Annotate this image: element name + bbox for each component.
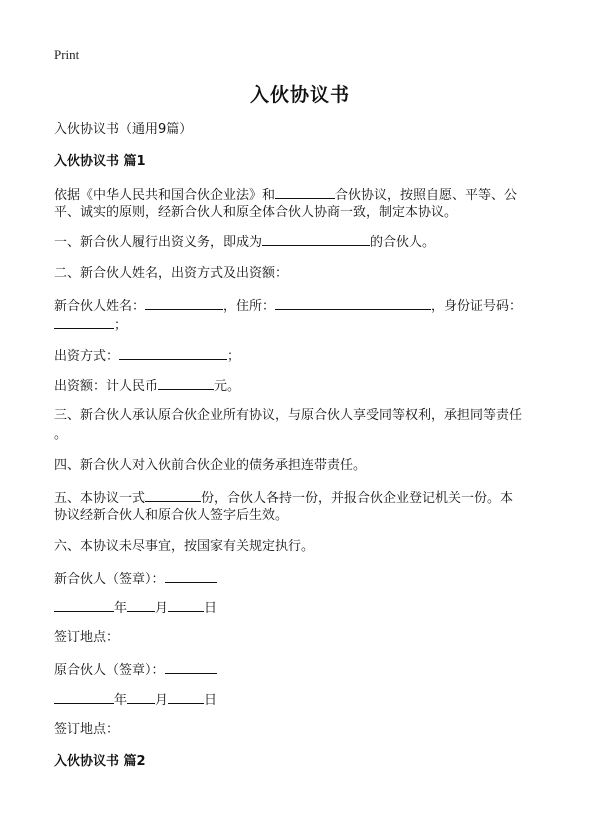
- clause1-text-part1: 一、新合伙人履行出资义务，即成为: [54, 235, 263, 250]
- date2-day-label: 日: [204, 693, 218, 708]
- clause1: [54, 232, 435, 252]
- partner-id-end: ；: [114, 318, 128, 333]
- sign-place-1: 签订地点：: [54, 630, 120, 645]
- clause5-blank: [145, 488, 201, 502]
- date2-year-blank: [54, 690, 114, 704]
- contribution-amount-label: 出资额：计人民币: [54, 379, 159, 394]
- clause3-line1: 三、新合伙人承认原合伙企业所有协议，与原合伙人享受同等权利，承担同等责任: [54, 408, 523, 423]
- date1-day-label: 日: [204, 601, 218, 616]
- intro-text-part1: 依据《中华人民共和国合伙企业法》和: [54, 188, 276, 203]
- page-title: 入伙协议书: [249, 84, 350, 106]
- partner-address-label: ，住所：: [223, 299, 276, 314]
- partner-id-blank: [54, 315, 114, 329]
- original-partner-sign-line: [54, 660, 217, 680]
- contribution-amount-unit: 元。: [214, 379, 241, 394]
- print-link[interactable]: Print: [54, 47, 80, 62]
- date1-month-blank: [127, 598, 155, 612]
- date2-day-blank: [168, 690, 204, 704]
- partner-name-label: 新合伙人姓名：: [54, 299, 146, 314]
- intro-blank: [275, 185, 335, 199]
- partner-id-line: [54, 315, 127, 335]
- contribution-method-line: [54, 346, 240, 366]
- contribution-method-end: ；: [227, 349, 241, 364]
- date1-year-label: 年: [114, 601, 128, 616]
- new-partner-sign-label: 新合伙人（签章）：: [54, 572, 165, 587]
- date-line-1: [54, 598, 217, 618]
- partner-address-blank: [275, 296, 431, 310]
- date-line-2: [54, 690, 217, 710]
- sign-place-2: 签订地点：: [54, 722, 120, 737]
- intro-text-part2: 合伙协议，按照自愿、平等、公: [335, 188, 518, 203]
- contribution-amount-blank: [158, 376, 214, 390]
- section2-heading: 入伙协议书 篇2: [54, 754, 146, 769]
- partner-id-label: ，身份证号码：: [431, 299, 523, 314]
- clause5-line1: [54, 488, 513, 508]
- date2-year-label: 年: [114, 693, 128, 708]
- new-partner-sign-blank: [165, 569, 217, 583]
- contribution-amount-line: [54, 376, 240, 396]
- clause1-text-part2: 的合伙人。: [370, 235, 436, 250]
- intro-paragraph-line1: [54, 185, 517, 205]
- clause5-text-part1: 五、本协议一式: [54, 491, 146, 506]
- clause6: 六、本协议未尽事宜，按国家有关规定执行。: [54, 539, 315, 554]
- date1-year-blank: [54, 598, 114, 612]
- date1-month-label: 月: [155, 601, 169, 616]
- clause1-blank: [262, 232, 370, 246]
- document-subtitle: 入伙协议书（通用9篇）: [54, 122, 193, 137]
- new-partner-sign-line: [54, 569, 217, 589]
- section1-heading: 入伙协议书 篇1: [54, 154, 146, 169]
- clause3-line2: 。: [54, 427, 68, 442]
- clause4: 四、新合伙人对入伙前合伙企业的债务承担连带责任。: [54, 458, 367, 473]
- original-partner-sign-label: 原合伙人（签章）：: [54, 663, 165, 678]
- clause5-text-part2: 份，合伙人各持一份，并报合伙企业登记机关一份。本: [201, 491, 514, 506]
- partner-name-line: [54, 296, 522, 316]
- contribution-method-label: 出资方式：: [54, 349, 120, 364]
- partner-name-blank: [145, 296, 223, 310]
- date2-month-blank: [127, 690, 155, 704]
- original-partner-sign-blank: [165, 660, 217, 674]
- intro-paragraph-line2: 平、诚实的原则，经新合伙人和原全体合伙人协商一致，制定本协议。: [54, 205, 458, 220]
- clause5-line2: 协议经新合伙人和原合伙人签字后生效。: [54, 508, 289, 523]
- date1-day-blank: [168, 598, 204, 612]
- clause2: 二、新合伙人姓名，出资方式及出资额：: [54, 266, 289, 281]
- date2-month-label: 月: [155, 693, 169, 708]
- contribution-method-blank: [119, 346, 227, 360]
